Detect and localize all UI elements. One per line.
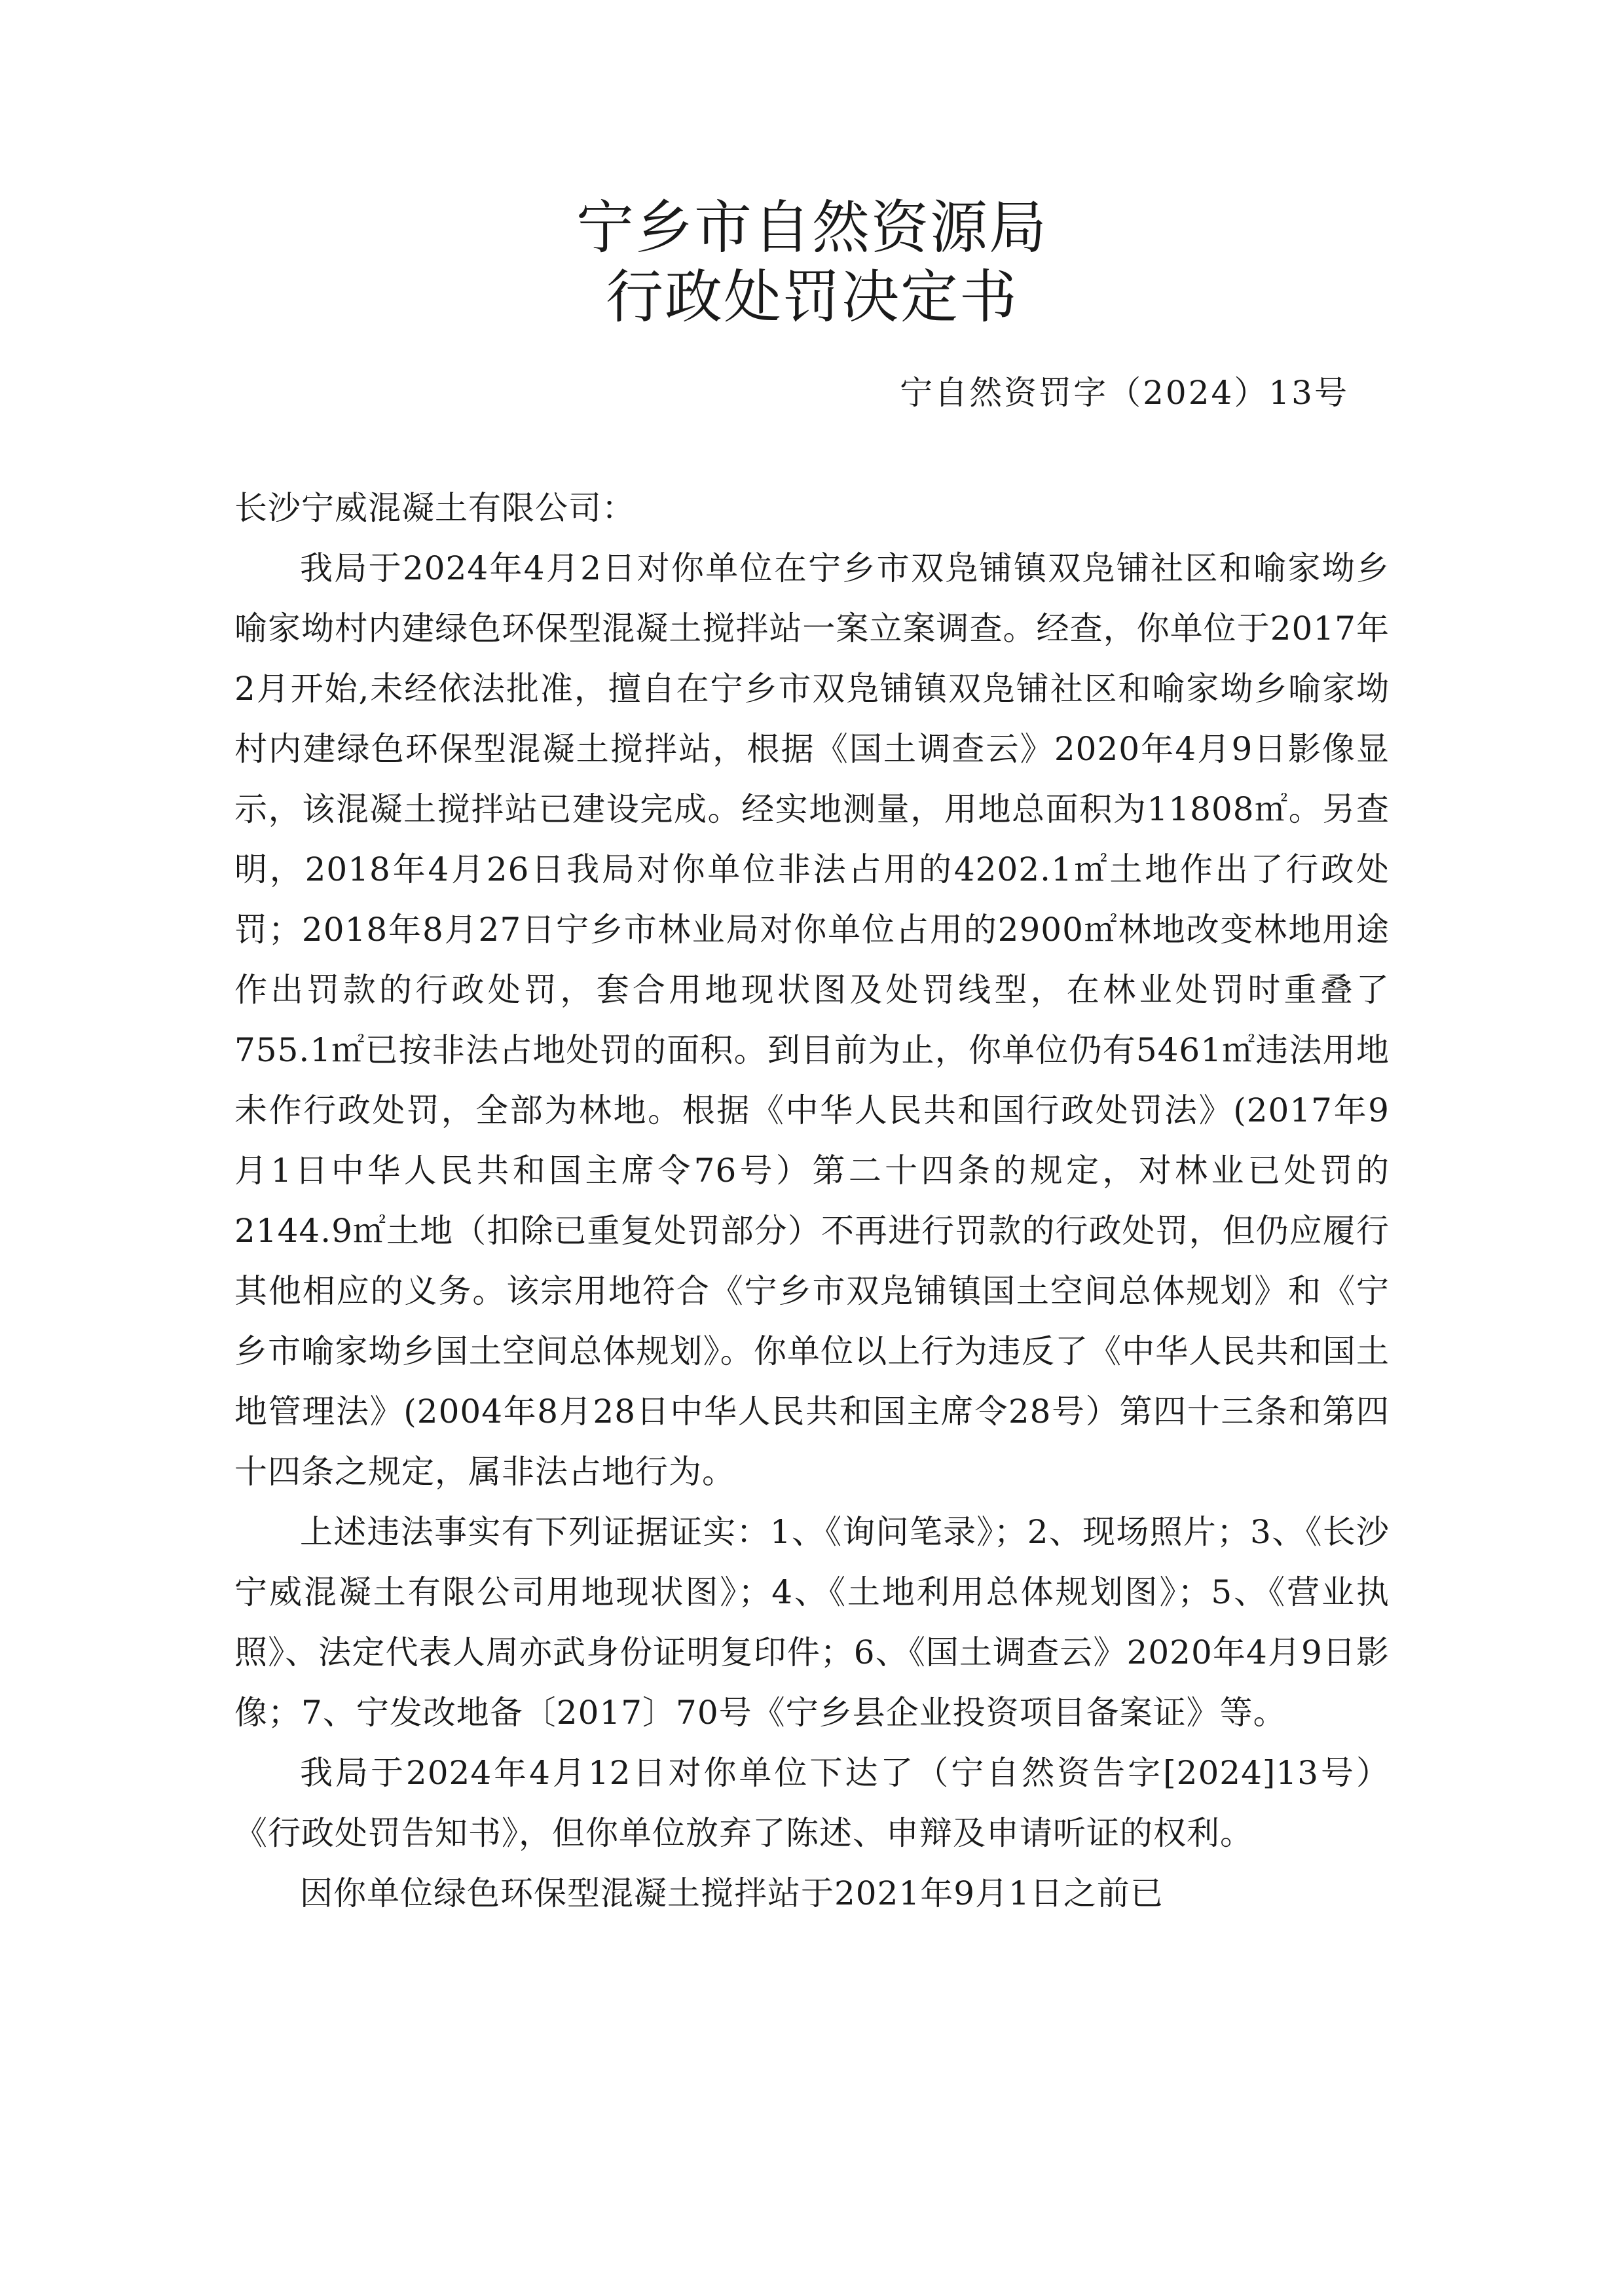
paragraph-continuation: 因你单位绿色环保型混凝土搅拌站于2021年9月1日之前已 (300, 1874, 1164, 1912)
title-agency: 宁乡市自然资源局 (576, 194, 1048, 261)
title-doc-type: 行政处罚决定书 (605, 263, 1018, 331)
document-number: 宁自然资罚字（2024）13号 (900, 374, 1349, 412)
paragraph-findings: 我局于2024年4月2日对你单位在宁乡市双凫铺镇双凫铺社区和喻家坳乡喻家坳村内建绿色环保型混凝土搅拌站一案立案调查。经查，你单位于2017年2月开始,未经依法批准，擅自在宁乡市双凫铺镇双凫铺社区和喻家坳乡喻家坳村内建绿色环保型混凝土搅拌站，根据《国土调查云》2020年4月9日影像显示，该混凝土搅拌站已建设完成。经实地测量，用地总面积为11808㎡。另查明，2018年4月26日我局对你单位非法占用的4202.1㎡土地作出了行政处罚；2018年8月27日宁乡市林业局对你单位占用的2900㎡林地改变林地用途作出罚款的行政处罚，套合用地现状图及处罚线型，在林业处罚时重叠了755.1㎡已按非法占地处罚的面积。到目前为止，你单位仍有5461㎡违法用地未作行政处罚，全部为林地。根据《中华人民共和国行政处罚法》(2017年9月1日中华人民共和国主席令76号）第二十四条的规定，对林业已处罚的2144.9㎡土地（扣除已重复处罚部分）不再进行罚款的行政处罚，但仍应履行其他相应的义务。该宗用地符合《宁乡市双凫铺镇国土空间总体规划》和《宁乡市喻家坳乡国土空间总体规划》。你单位以上行为违反了《中华人民共和国土地管理法》(2004年8月28日中华人民共和国主席令28号）第四十三条和第四十四条之规定，属非法占地行为。 (234, 549, 1390, 1491)
paragraph-evidence: 上述违法事实有下列证据证实：1、《询问笔录》；2、现场照片；3、《长沙宁威混凝土有限公司用地现状图》；4、《土地利用总体规划图》；5、《营业执照》、法定代表人周亦武身份证明复印件；6、《国土调查云》2020年4月9日影像；7、宁发改地备〔2017〕70号《宁乡县企业投资项目备案证》等。 (234, 1513, 1390, 1732)
document-title (0, 193, 1624, 332)
paragraph-notice: 我局于2024年4月12日对你单位下达了（宁自然资告字[2024]13号）《行政处罚告知书》，但你单位放弃了陈述、申辩及申请听证的权利。 (234, 1754, 1390, 1852)
addressee: 长沙宁威混凝土有限公司： (234, 489, 635, 527)
document-body (234, 478, 1390, 1923)
